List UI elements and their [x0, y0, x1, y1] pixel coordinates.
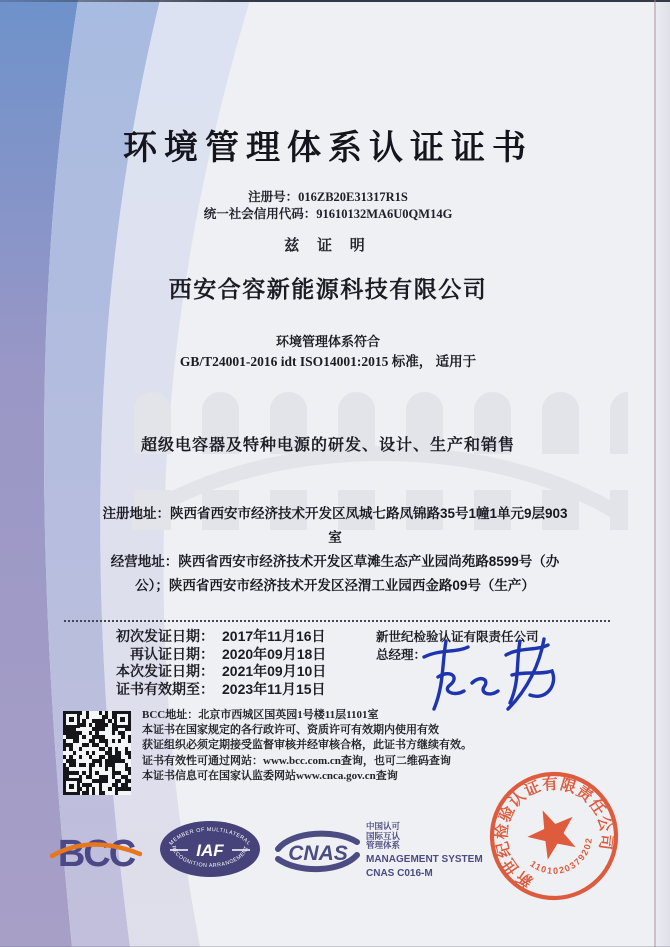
date-row — [72, 663, 326, 681]
dotted-separator — [64, 620, 610, 622]
credit-code-line — [0, 204, 656, 222]
iaf-bottom-arc-text: RECOGNITION ARRANGEMENT — [169, 845, 250, 870]
note-line: 本证书在国家规定的各行政许可、资质许可有效期内使用有效 — [142, 724, 439, 737]
system-conformity-line: 环境管理体系符合 — [275, 334, 380, 349]
seal-number-text: 1101020379202 — [528, 836, 595, 877]
date-label: 再认证日期： — [130, 645, 214, 662]
cnas-logo-text: CNAS — [288, 842, 348, 865]
seal-star-icon — [520, 800, 584, 863]
scan-top-edge — [0, 0, 670, 2]
cnas-caption-line: 国际互认 — [366, 830, 401, 841]
date-value: 2021年09月10日 — [222, 663, 327, 679]
date-row — [72, 681, 326, 699]
iaf-center-text: IAF — [196, 841, 224, 860]
iaf-top-arc-text: MEMBER OF MULTILATERAL — [168, 826, 252, 847]
certification-scope: 超级电容器及特种电源的研发、设计、生产和销售 — [140, 437, 515, 454]
credit-code-label: 统一社会信用代码： — [203, 207, 317, 221]
date-label: 本次发证日期： — [116, 663, 214, 679]
credit-code-value: 91610132MA6U0QM14G — [316, 207, 453, 221]
qr-finder-icon — [63, 778, 80, 795]
certify-heading: 兹 证 明 — [284, 238, 372, 254]
bcc-logo — [50, 828, 142, 874]
note-line: BCC地址：北京市西城区国英园1号楼11层1101室 — [142, 709, 379, 721]
cnas-logo — [274, 829, 362, 875]
issuer-company: 新世纪检验认证有限责任公司 — [376, 630, 539, 644]
registration-number-value: 016ZB20E31317R1S — [298, 190, 408, 204]
scan-right-margin — [656, 0, 670, 947]
qr-code — [63, 711, 131, 795]
qr-finder-icon — [114, 711, 131, 728]
qr-finder-icon — [63, 711, 80, 728]
cnas-caption-line: 管理体系 — [366, 840, 401, 850]
cnas-caption-line: 中国认可 — [366, 821, 401, 831]
footer-notes — [142, 708, 472, 784]
dates-block — [72, 628, 326, 698]
date-row — [72, 628, 326, 646]
note-line: 获证组织必须定期接受监督审核并经审核合格，此证书方继续有效。 — [142, 739, 472, 752]
iaf-logo — [158, 819, 262, 879]
operating-address: 经营地址：陕西省西安市经济技术开发区草滩生态产业园尚苑路8599号（办公）；陕西省西安市经济技术开发区泾渭工业园西金路09号（生产） — [110, 554, 560, 593]
certified-company-name: 西安合容新能源科技有限公司 — [168, 277, 488, 302]
cnas-caption-line: MANAGEMENT SYSTEM — [366, 853, 483, 865]
note-line: 证书有效性可通过网站：www.bcc.com.cn查询，也可二维码查询 — [142, 754, 451, 767]
date-value: 2020年09月18日 — [222, 645, 327, 662]
cnas-caption-line: CNAS C016-M — [366, 868, 433, 879]
cnas-caption — [366, 822, 483, 880]
seal-ring-text: 新世纪检验认证有限责任公司 — [493, 775, 615, 890]
certificate-title: 环境管理体系认证证书 — [123, 130, 533, 167]
date-label: 初次发证日期： — [116, 628, 214, 644]
note-line: 本证书信息可在国家认监委网站www.cnca.gov.cn查询 — [142, 769, 398, 782]
date-value: 2023年11月15日 — [222, 680, 326, 697]
address-block — [101, 502, 569, 598]
date-value: 2017年11月16日 — [222, 628, 326, 644]
bcc-logo-text: BCC — [57, 833, 135, 874]
page-edge-line — [654, 0, 656, 947]
signatory-label: 总经理： — [376, 648, 427, 662]
registration-number-label: 注册号： — [248, 190, 299, 204]
date-label: 证书有效期至： — [116, 680, 214, 697]
standard-line: GB/T24001-2016 idt ISO14001:2015 标准， 适用于 — [179, 354, 477, 369]
registered-address: 注册地址：陕西省西安市经济技术开发区凤城七路凤锦路35号1幢1单元9层903室 — [102, 506, 568, 545]
general-manager-signature — [408, 633, 573, 718]
date-row — [72, 646, 326, 664]
registration-number-line — [0, 187, 656, 205]
